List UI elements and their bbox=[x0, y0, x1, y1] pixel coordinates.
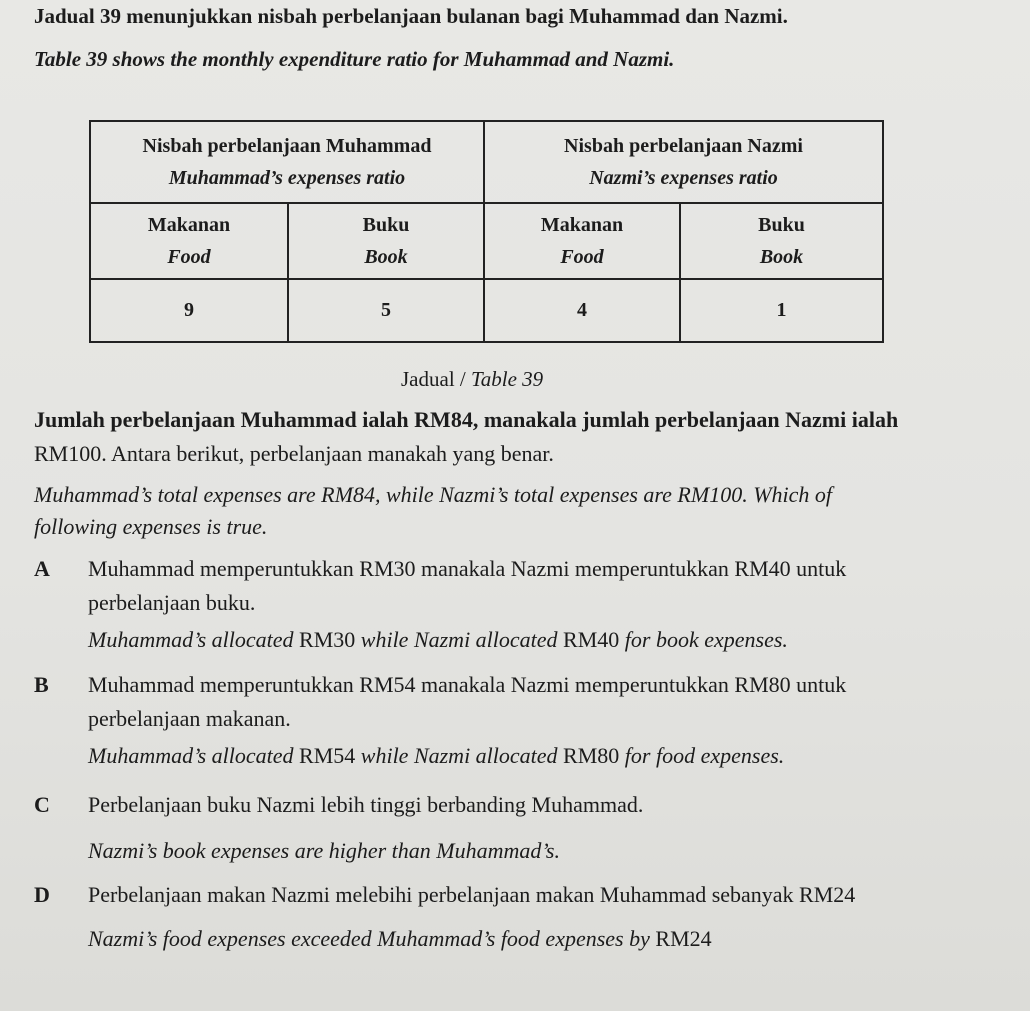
option-d-amount: RM24 bbox=[655, 926, 712, 951]
option-letter: D bbox=[34, 882, 50, 907]
option-c-malay-line1: Perbelanjaan buku Nazmi lebih tinggi berbanding Muhammad. bbox=[88, 792, 644, 817]
option-letter: A bbox=[34, 556, 50, 581]
nazmi-ratio-header-malay: Nisbah perbelanjaan Nazmi bbox=[564, 135, 803, 157]
table-header-row bbox=[90, 121, 883, 203]
column-header-english: Book bbox=[759, 246, 804, 268]
option-b-english-mid: while Nazmi allocated bbox=[355, 743, 564, 768]
option-a-english-post: for book expenses. bbox=[619, 627, 788, 652]
question-english-line1: Muhammad’s total expenses are RM84, while Nazmi’s total expenses are RM100. Which of bbox=[34, 482, 833, 507]
option-a-english bbox=[88, 627, 788, 653]
table-column-row bbox=[90, 203, 883, 279]
option-b-english-pre: Muhammad’s allocated bbox=[88, 743, 300, 768]
option-d-malay-line1: Perbelanjaan makan Nazmi melebihi perbelanjaan makan Muhammad sebanyak RM24 bbox=[88, 882, 856, 907]
table-cell: 1 bbox=[680, 279, 883, 342]
option-a-english-pre: Muhammad’s allocated bbox=[88, 627, 300, 652]
table-cell: 5 bbox=[288, 279, 484, 342]
option-b-malay-line2: perbelanjaan makanan. bbox=[88, 706, 291, 731]
table-cell: 4 bbox=[484, 279, 680, 342]
table-cell: 9 bbox=[90, 279, 288, 342]
table-caption bbox=[401, 367, 543, 392]
intro-malay: Jadual 39 menunjukkan nisbah perbelanjaan bulanan bagi Muhammad dan Nazmi. bbox=[34, 4, 788, 28]
option-c-english: Nazmi’s book expenses are higher than Muhammad’s. bbox=[88, 838, 560, 863]
column-header-english: Food bbox=[560, 246, 604, 268]
column-header-malay: Makanan bbox=[147, 214, 231, 236]
nazmi-ratio-header-english: Nazmi’s expenses ratio bbox=[589, 167, 778, 189]
column-header-malay: Buku bbox=[362, 214, 410, 236]
nazmi-ratio-header bbox=[484, 121, 883, 203]
option-b-english bbox=[88, 743, 784, 769]
option-d-english bbox=[88, 926, 712, 952]
option-b-malay-line1: Muhammad memperuntukkan RM54 manakala Nazmi memperuntukkan RM80 untuk bbox=[88, 672, 847, 697]
option-b-english-post: for food expenses. bbox=[619, 743, 785, 768]
option-b-amount-1: RM54 bbox=[299, 743, 356, 768]
option-letter: C bbox=[34, 792, 50, 817]
column-header bbox=[288, 203, 484, 279]
option-a-amount-2: RM40 bbox=[563, 627, 620, 652]
intro-english: Table 39 shows the monthly expenditure ratio for Muhammad and Nazmi. bbox=[34, 47, 675, 71]
column-header-english: Food bbox=[167, 246, 211, 268]
question-english-line2: following expenses is true. bbox=[34, 514, 268, 539]
muhammad-ratio-header-english: Muhammad’s expenses ratio bbox=[168, 167, 406, 189]
question-malay-line1: Jumlah perbelanjaan Muhammad ialah RM84, manakala jumlah perbelanjaan Nazmi ialah bbox=[34, 407, 899, 432]
question-malay-line2: RM100. Antara berikut, perbelanjaan manakah yang benar. bbox=[34, 441, 554, 466]
table-value-row bbox=[90, 279, 883, 342]
option-a-amount-1: RM30 bbox=[299, 627, 356, 652]
option-a-malay-line2: perbelanjaan buku. bbox=[88, 590, 256, 615]
table-caption-english: Table 39 bbox=[470, 367, 544, 391]
muhammad-ratio-header-malay: Nisbah perbelanjaan Muhammad bbox=[142, 135, 432, 157]
column-header bbox=[680, 203, 883, 279]
option-letter: B bbox=[34, 672, 49, 697]
column-header-malay: Buku bbox=[758, 214, 805, 236]
column-header-malay: Makanan bbox=[540, 214, 624, 236]
table-caption-malay: Jadual / bbox=[401, 367, 471, 391]
option-a-malay-line1: Muhammad memperuntukkan RM30 manakala Nazmi memperuntukkan RM40 untuk bbox=[88, 556, 847, 581]
option-a-english-mid: while Nazmi allocated bbox=[355, 627, 564, 652]
column-header-english: Book bbox=[364, 246, 408, 268]
expense-ratio-table bbox=[89, 120, 884, 343]
muhammad-ratio-header bbox=[90, 121, 484, 203]
column-header bbox=[90, 203, 288, 279]
option-d-english-pre: Nazmi’s food expenses exceeded Muhammad’s food expenses by bbox=[88, 926, 656, 951]
column-header bbox=[484, 203, 680, 279]
option-b-amount-2: RM80 bbox=[563, 743, 620, 768]
